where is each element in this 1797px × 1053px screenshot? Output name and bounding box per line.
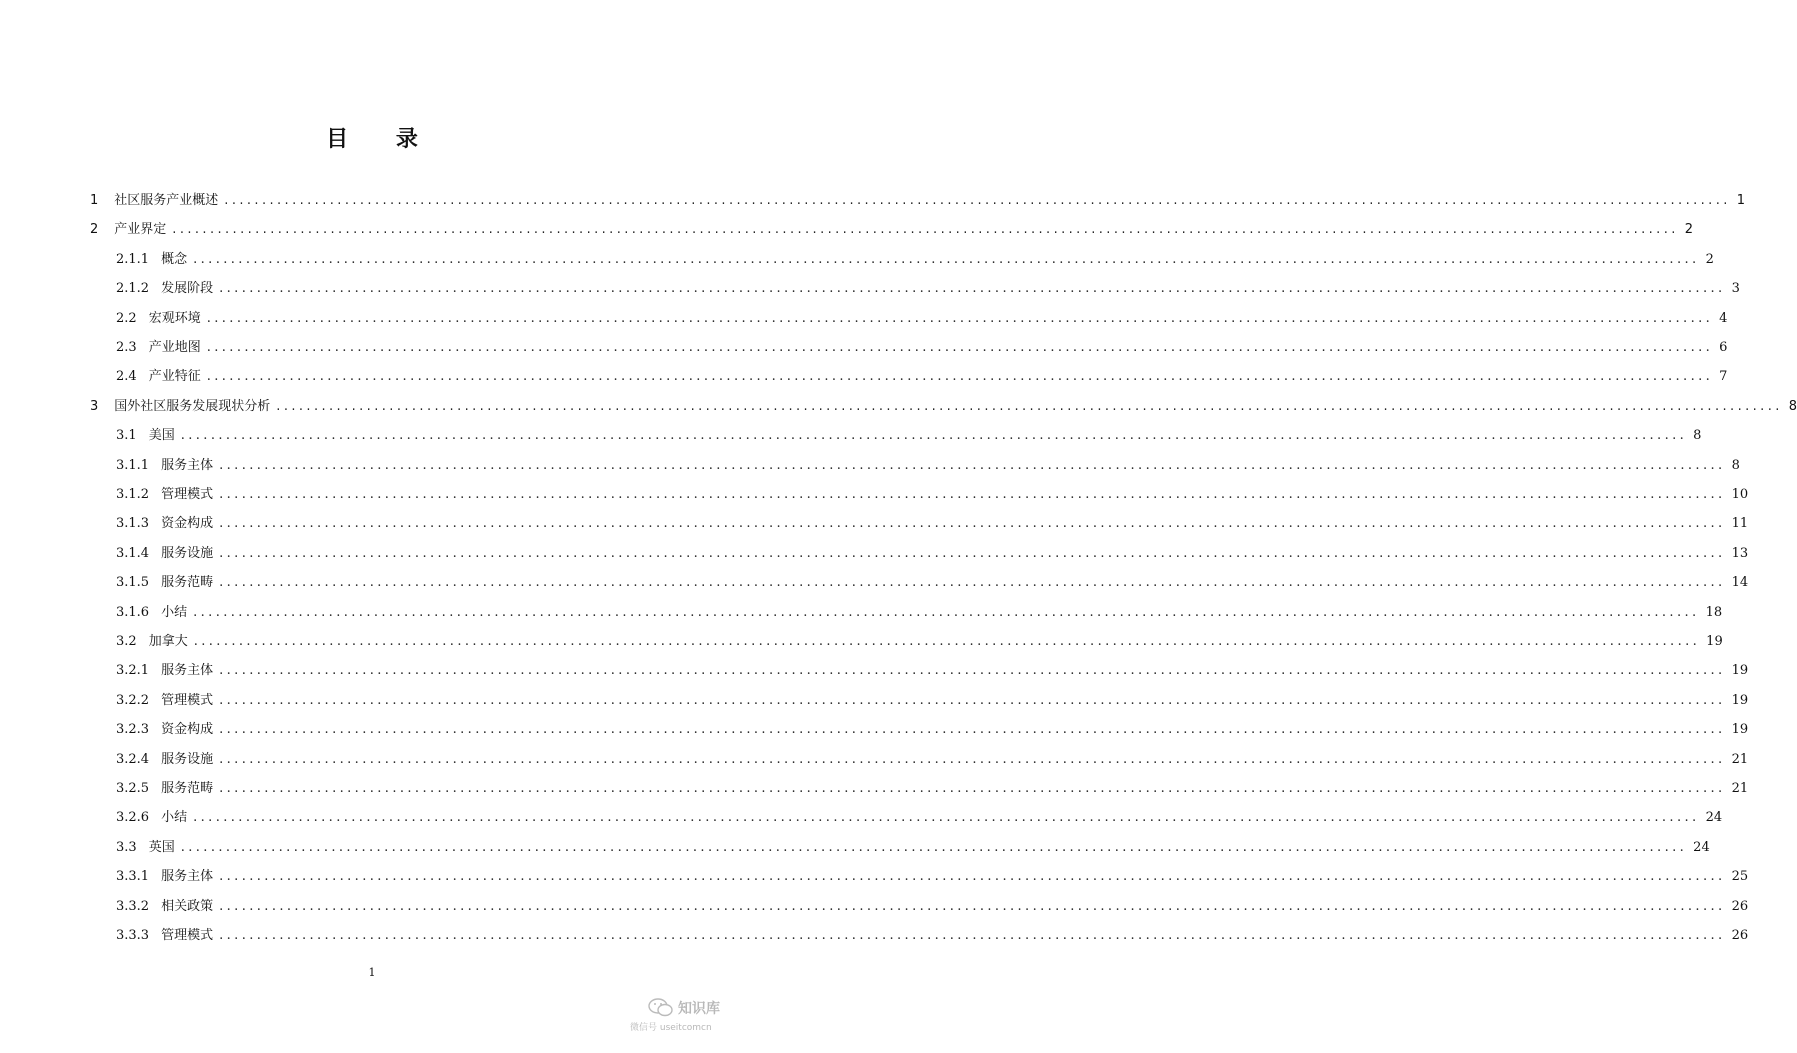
toc-entry-number: 1 xyxy=(90,193,99,208)
toc-entry-label: 宏观环境 xyxy=(148,310,201,326)
toc-entry[interactable] xyxy=(116,774,1749,804)
toc-entry-page: 19 xyxy=(1706,634,1723,649)
toc-entry-number: 3.2.2 xyxy=(116,692,150,708)
toc-entry[interactable] xyxy=(116,598,1723,628)
wechat-icon xyxy=(648,998,674,1018)
toc-leader-dots: ........................................................................................................................................................................................................ xyxy=(206,310,1714,326)
toc-entry-number: 2.2 xyxy=(116,310,137,326)
toc-entry-label: 产业界定 xyxy=(114,222,167,238)
toc-entry-number: 3.1.4 xyxy=(116,545,150,561)
toc-entry-number: 3.1.2 xyxy=(116,487,150,502)
toc-entry-page: 3 xyxy=(1731,281,1740,297)
toc-entry-page: 8 xyxy=(1693,428,1702,444)
toc-entry[interactable] xyxy=(116,892,1749,922)
toc-leader-dots: ........................................................................................................................................................................................................ xyxy=(224,193,1731,208)
toc-entry[interactable] xyxy=(90,186,1746,216)
toc-entry-page: 8 xyxy=(1731,457,1740,473)
toc-entry[interactable] xyxy=(116,803,1723,833)
toc-leader-dots: ........................................................................................................................................................................................................ xyxy=(276,398,1783,414)
toc-entry-page: 2 xyxy=(1705,251,1714,267)
toc-entry-number: 3.2 xyxy=(116,634,137,649)
toc-entry-label: 英国 xyxy=(148,839,175,855)
toc-entry[interactable] xyxy=(116,715,1749,745)
toc-entry-number: 3.1.1 xyxy=(116,457,150,473)
toc-entry[interactable] xyxy=(116,862,1749,892)
toc-entry[interactable] xyxy=(90,392,1797,422)
toc-entry-number: 3.2.4 xyxy=(116,751,150,767)
toc-entry-number: 3.2.5 xyxy=(116,781,150,796)
toc-entry-label: 资金构成 xyxy=(161,516,214,532)
toc-entry[interactable] xyxy=(116,274,1740,304)
toc-leader-dots: ........................................................................................................................................................................................................ xyxy=(219,928,1726,943)
toc-entry[interactable] xyxy=(116,539,1749,569)
toc-leader-dots: ........................................................................................................................................................................................................ xyxy=(193,810,1700,826)
page-number: 1 xyxy=(368,966,376,979)
toc-leader-dots: ........................................................................................................................................................................................................ xyxy=(219,898,1726,914)
toc-entry[interactable] xyxy=(90,215,1694,245)
toc-entry-page: 19 xyxy=(1731,663,1749,679)
toc-entry-label: 发展阶段 xyxy=(161,281,214,297)
toc-entry[interactable] xyxy=(116,421,1702,451)
toc-entry-page: 26 xyxy=(1731,928,1749,943)
toc-entry-page: 7 xyxy=(1719,369,1728,385)
toc-leader-dots: ........................................................................................................................................................................................................ xyxy=(206,369,1714,385)
toc-entry-page: 24 xyxy=(1693,839,1710,855)
toc-entry-page: 10 xyxy=(1731,487,1749,502)
toc-entry-page: 24 xyxy=(1705,810,1723,826)
toc-leader-dots: ........................................................................................................................................................................................................ xyxy=(219,545,1726,561)
watermark-subtitle: 微信号 useitcomcn xyxy=(630,1023,712,1033)
toc-entry-label: 资金构成 xyxy=(161,722,214,738)
toc-entry[interactable] xyxy=(116,656,1749,686)
toc-entry-label: 服务主体 xyxy=(161,663,214,679)
toc-entry-label: 管理模式 xyxy=(161,692,214,708)
toc-entry[interactable] xyxy=(116,833,1710,863)
toc-entry-number: 2.1.1 xyxy=(116,251,150,267)
toc-entry-label: 服务范畴 xyxy=(161,781,214,796)
toc-entry-page: 8 xyxy=(1788,398,1797,414)
toc-leader-dots: ........................................................................................................................................................................................................ xyxy=(219,869,1726,885)
toc-entry-label: 加拿大 xyxy=(148,634,188,649)
toc-leader-dots: ........................................................................................................................................................................................................ xyxy=(219,457,1726,473)
toc-leader-dots: ........................................................................................................................................................................................................ xyxy=(219,663,1726,679)
toc-entry-page: 2 xyxy=(1684,222,1694,238)
toc-leader-dots: ........................................................................................................................................................................................................ xyxy=(219,692,1726,708)
toc-leader-dots: ........................................................................................................................................................................................................ xyxy=(219,516,1726,532)
toc-leader-dots: ........................................................................................................................................................................................................ xyxy=(172,222,1679,238)
toc-entry-page: 1 xyxy=(1736,193,1746,208)
toc-entry[interactable] xyxy=(116,686,1749,716)
page-title: 目 录 xyxy=(326,127,438,152)
toc-entry[interactable] xyxy=(116,745,1749,775)
toc-leader-dots: ........................................................................................................................................................................................................ xyxy=(206,340,1714,355)
toc-entry-number: 3.2.3 xyxy=(116,722,150,738)
toc-entry-number: 2 xyxy=(90,222,99,238)
toc-leader-dots: ........................................................................................................................................................................................................ xyxy=(219,487,1726,502)
toc-entry[interactable] xyxy=(116,480,1749,510)
toc-leader-dots: ........................................................................................................................................................................................................ xyxy=(219,281,1726,297)
toc-entry-page: 21 xyxy=(1731,781,1749,796)
toc-entry[interactable] xyxy=(116,304,1728,334)
toc-entry-number: 3.1.6 xyxy=(116,604,150,620)
toc-entry-label: 服务主体 xyxy=(161,457,214,473)
toc-leader-dots: ........................................................................................................................................................................................................ xyxy=(219,781,1726,796)
toc-entry-number: 3.1 xyxy=(116,428,137,444)
toc-entry-label: 小结 xyxy=(161,604,188,620)
toc-leader-dots: ........................................................................................................................................................................................................ xyxy=(193,604,1700,620)
toc-entry-page: 26 xyxy=(1731,898,1749,914)
toc-entry-number: 3.2.6 xyxy=(116,810,150,826)
toc-entry-label: 服务范畴 xyxy=(161,575,214,591)
toc-leader-dots: ........................................................................................................................................................................................................ xyxy=(219,575,1726,591)
toc-entry[interactable] xyxy=(116,451,1740,481)
toc-entry-label: 小结 xyxy=(161,810,188,826)
toc-entry-number: 2.4 xyxy=(116,369,137,385)
watermark xyxy=(628,996,738,1040)
toc-entry-number: 3.3 xyxy=(116,839,137,855)
toc-entry-label: 国外社区服务发展现状分析 xyxy=(114,398,271,414)
toc-entry-number: 3.1.5 xyxy=(116,575,150,591)
toc-entry[interactable] xyxy=(116,362,1728,392)
toc-entry-label: 产业特征 xyxy=(148,369,201,385)
toc-entry[interactable] xyxy=(116,568,1749,598)
watermark-brand: 知识库 xyxy=(678,1001,720,1017)
toc-entry-number: 3 xyxy=(90,398,99,414)
toc-entry-number: 3.3.2 xyxy=(116,898,150,914)
toc-entry[interactable] xyxy=(116,509,1749,539)
toc-entry-number: 3.3.3 xyxy=(116,928,150,943)
toc-entry-page: 4 xyxy=(1719,310,1728,326)
toc-entry-page: 13 xyxy=(1731,545,1749,561)
toc-entry[interactable] xyxy=(116,245,1714,275)
toc-entry-label: 美国 xyxy=(148,428,175,444)
toc-entry-page: 11 xyxy=(1731,516,1749,532)
toc-entry-page: 19 xyxy=(1731,722,1749,738)
toc-leader-dots: ........................................................................................................................................................................................................ xyxy=(193,634,1701,649)
toc-entry-number: 3.2.1 xyxy=(116,663,150,679)
toc-entry-label: 服务设施 xyxy=(161,751,214,767)
toc-entry-number: 3.1.3 xyxy=(116,516,150,532)
toc-entry[interactable] xyxy=(116,333,1728,363)
toc-leader-dots: ........................................................................................................................................................................................................ xyxy=(180,839,1688,855)
toc-entry-page: 6 xyxy=(1719,340,1728,355)
toc-entry-number: 2.1.2 xyxy=(116,281,150,297)
toc-entry[interactable] xyxy=(116,627,1723,657)
toc-entry-label: 服务主体 xyxy=(161,869,214,885)
toc-entry-page: 25 xyxy=(1731,869,1749,885)
toc-entry-label: 相关政策 xyxy=(161,898,214,914)
toc-entry-number: 3.3.1 xyxy=(116,869,150,885)
toc-leader-dots: ........................................................................................................................................................................................................ xyxy=(193,251,1700,267)
toc-entry-page: 21 xyxy=(1731,751,1749,767)
toc-entry-page: 18 xyxy=(1705,604,1723,620)
toc-entry-page: 19 xyxy=(1731,692,1749,708)
toc-entry-label: 社区服务产业概述 xyxy=(114,193,219,208)
toc-entry-label: 概念 xyxy=(161,251,188,267)
toc-entry[interactable] xyxy=(116,921,1749,951)
toc-entry-page: 14 xyxy=(1731,575,1749,591)
toc-entry-label: 管理模式 xyxy=(161,487,214,502)
toc-leader-dots: ........................................................................................................................................................................................................ xyxy=(219,751,1726,767)
toc-entry-label: 管理模式 xyxy=(161,928,214,943)
toc-leader-dots: ........................................................................................................................................................................................................ xyxy=(180,428,1688,444)
toc-entry-label: 产业地图 xyxy=(148,340,201,355)
toc-leader-dots: ........................................................................................................................................................................................................ xyxy=(219,722,1726,738)
toc-entry-label: 服务设施 xyxy=(161,545,214,561)
toc-entry-number: 2.3 xyxy=(116,340,137,355)
